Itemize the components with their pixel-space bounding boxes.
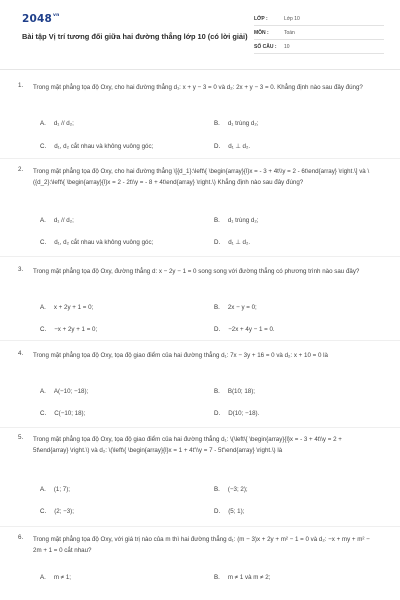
option-text: (−3; 2); — [227, 486, 248, 493]
option-letter: B. — [214, 486, 220, 493]
option-text: d₁ // d₂; — [53, 120, 74, 127]
meta-table — [254, 12, 384, 54]
question-separator — [0, 340, 400, 341]
option-letter: B. — [214, 304, 220, 311]
option-d[interactable] — [214, 239, 250, 246]
site-logo[interactable] — [22, 13, 60, 25]
question-separator — [0, 256, 400, 257]
option-b[interactable] — [214, 388, 255, 395]
question-number: 6. — [18, 534, 24, 541]
option-text: d₁, d₂ cắt nhau và không vuông góc; — [54, 239, 154, 246]
meta-label: LỚP : — [254, 15, 268, 22]
option-text: A(−10; −18); — [53, 388, 89, 395]
question-number: 5. — [18, 434, 24, 441]
option-d[interactable] — [214, 508, 244, 515]
option-letter: C. — [40, 508, 47, 515]
option-text: (1; 7); — [53, 486, 71, 493]
meta-row-count — [254, 40, 384, 54]
option-d[interactable] — [214, 143, 250, 150]
option-text: d₁, d₂ cắt nhau và không vuông góc; — [54, 143, 154, 150]
option-letter: D. — [214, 410, 221, 417]
question-number: 1. — [18, 82, 24, 89]
option-text: d₁ trùng d₂; — [227, 217, 259, 224]
option-c[interactable] — [40, 326, 97, 333]
option-a[interactable] — [40, 388, 88, 395]
option-text: m ≠ 1 và m ≠ 2; — [227, 574, 271, 581]
option-letter: B. — [214, 574, 220, 581]
option-letter: D. — [214, 508, 221, 515]
option-text: d₁ ⊥ d₂. — [228, 143, 251, 150]
option-letter: B. — [214, 388, 220, 395]
option-letter: A. — [40, 120, 46, 127]
option-letter: C. — [40, 239, 47, 246]
option-letter: A. — [40, 486, 46, 493]
question-separator — [0, 427, 400, 428]
option-text: C(−10; 18); — [54, 410, 86, 417]
option-text: (5; 1); — [228, 508, 245, 515]
meta-label: MÔN : — [254, 29, 269, 36]
question-text: Trong mặt phẳng tọa độ Oxy, đường thẳng d: x − 2y − 1 = 0 song song với đường thẳng có phương trình nào sau đây? — [33, 268, 360, 275]
question-number: 3. — [18, 266, 24, 273]
option-a[interactable] — [40, 574, 71, 581]
option-b[interactable] — [214, 304, 257, 311]
option-text: D(10; −18). — [228, 410, 260, 417]
option-b[interactable] — [214, 574, 270, 581]
logo-text: 2048 — [22, 13, 53, 25]
option-b[interactable] — [214, 217, 259, 224]
meta-value: Toán — [284, 29, 295, 36]
option-a[interactable] — [40, 486, 70, 493]
option-letter: B. — [214, 120, 220, 127]
question-separator — [0, 526, 400, 527]
option-text: x + 2y + 1 = 0; — [53, 304, 94, 311]
meta-row-class — [254, 12, 384, 26]
question-1 — [18, 82, 382, 162]
option-text: 2x − y = 0; — [227, 304, 257, 311]
option-letter: D. — [214, 326, 221, 333]
option-text: B(10; 18); — [227, 388, 256, 395]
option-text: (2; −3); — [54, 508, 74, 515]
question-6 — [18, 534, 382, 598]
option-letter: B. — [214, 217, 220, 224]
meta-value: Lớp 10 — [284, 15, 300, 22]
option-text: d₁ // d₂; — [53, 217, 74, 224]
option-b[interactable] — [214, 120, 259, 127]
meta-row-subject — [254, 26, 384, 40]
option-letter: C. — [40, 410, 47, 417]
question-4 — [18, 350, 382, 430]
option-letter: A. — [40, 574, 46, 581]
option-letter: C. — [40, 326, 47, 333]
option-letter: D. — [214, 239, 221, 246]
option-d[interactable] — [214, 410, 259, 417]
question-2 — [18, 166, 382, 262]
question-number: 2. — [18, 166, 24, 173]
page-title: Bài tập Vị trí tương đối giữa hai đường thẳng lớp 10 (có lời giải) — [22, 32, 248, 41]
question-text: Trong mặt phẳng tọa độ Oxy, với giá trị nào của m thì hai đường thẳng d₁: (m − 3)x + 2y + m² − 1 = 0 và d₂: −x + my + m² − 2m + 1 = 0 cắt nhau? — [33, 536, 370, 555]
question-text: Trong mặt phẳng tọa độ Oxy, tọa độ giao điểm của hai đường thẳng d₁: \(\left\{ \begin{array}{l}x = - 3 + 4t\\y = 2 + 5t\end{array} \right.\) và d₂: \(\left\{ \begin{array}{l}x = 1 + 4t'\\y = 7 - 5t'\end{array} \right.\) là — [33, 436, 342, 455]
option-a[interactable] — [40, 120, 74, 127]
question-text: Trong mặt phẳng tọa độ Oxy, cho hai đường thẳng \[{d_1}:\left\{ \begin{array}{l}x = - 3 + 4t\\y = 2 - 6t\end{array} \right.\] và \({d_2}:\left\{ \begin{array}{l}x = 2 - 2t\\y = - 8 + 4t\end{array} \right.\) Khẳng định nào sau đây đúng? — [33, 168, 370, 187]
option-c[interactable] — [40, 239, 153, 246]
question-text: Trong mặt phẳng tọa độ Oxy, tọa độ giao điểm của hai đường thẳng d₁: 7x − 3y + 16 = 0 và d₂: x + 10 = 0 là — [33, 352, 328, 359]
option-b[interactable] — [214, 486, 248, 493]
option-letter: A. — [40, 217, 46, 224]
option-text: −2x + 4y − 1 = 0. — [228, 326, 275, 333]
question-text: Trong mặt phẳng tọa độ Oxy, cho hai đường thẳng d₁: x + y − 3 = 0 và d₂: 2x + y − 3 = 0. Khẳng định nào sau đây đúng? — [33, 84, 363, 91]
option-a[interactable] — [40, 304, 93, 311]
option-letter: D. — [214, 143, 221, 150]
option-text: d₁ trùng d₂; — [227, 120, 259, 127]
option-text: −x + 2y + 1 = 0; — [54, 326, 98, 333]
logo-suffix: vn — [53, 13, 60, 18]
question-number: 4. — [18, 350, 24, 357]
option-letter: A. — [40, 388, 46, 395]
question-5 — [18, 434, 382, 530]
meta-label: SỐ CÂU : — [254, 43, 277, 50]
option-c[interactable] — [40, 410, 85, 417]
option-letter: A. — [40, 304, 46, 311]
question-separator — [0, 158, 400, 159]
meta-value: 10 — [284, 43, 290, 50]
option-c[interactable] — [40, 143, 153, 150]
option-d[interactable] — [214, 326, 275, 333]
option-text: m ≠ 1; — [53, 574, 72, 581]
header-divider — [0, 69, 400, 70]
question-3 — [18, 266, 382, 346]
option-a[interactable] — [40, 217, 74, 224]
option-text: d₁ ⊥ d₂. — [228, 239, 251, 246]
option-c[interactable] — [40, 508, 74, 515]
option-letter: C. — [40, 143, 47, 150]
